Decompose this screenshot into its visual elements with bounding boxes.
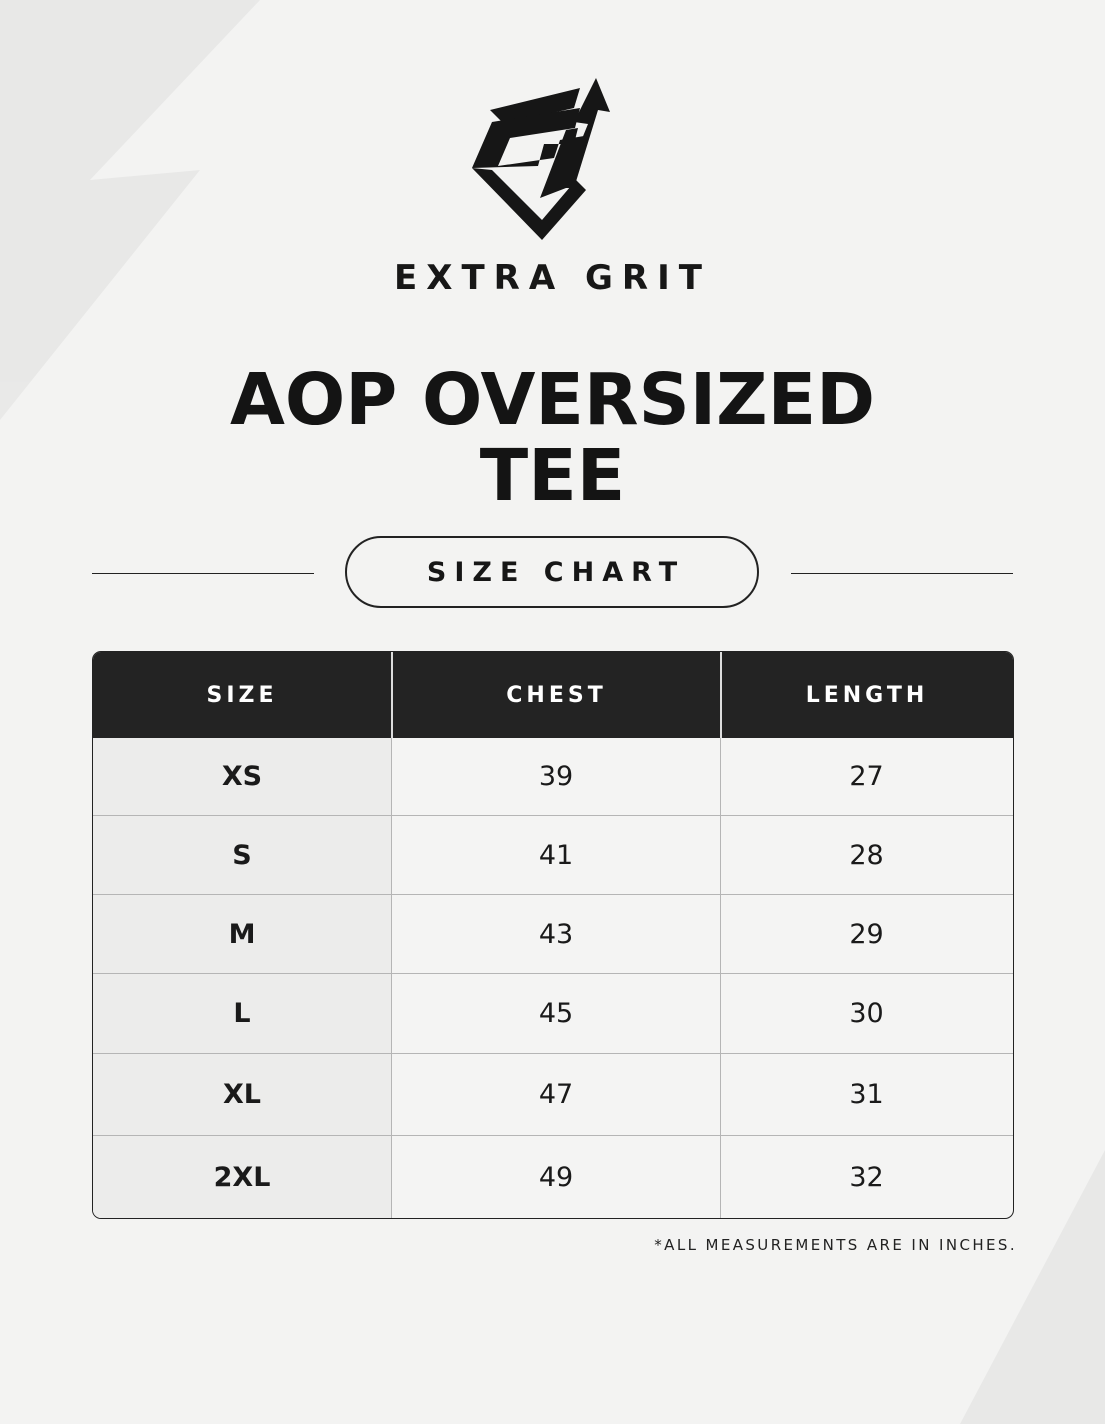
extra-grit-logo-icon bbox=[462, 70, 624, 245]
table-row bbox=[93, 1135, 1013, 1218]
cell-chest: 47 bbox=[391, 1054, 720, 1135]
table-body bbox=[93, 738, 1013, 1218]
divider-right bbox=[791, 573, 1013, 574]
product-title-line2: TEE bbox=[479, 434, 626, 517]
table-row bbox=[93, 894, 1013, 973]
header-chest: CHEST bbox=[391, 652, 720, 738]
cell-chest: 49 bbox=[391, 1136, 720, 1218]
measurement-footnote: *ALL MEASUREMENTS ARE IN INCHES. bbox=[654, 1236, 1017, 1254]
brand-name: EXTRA GRIT bbox=[394, 258, 711, 298]
size-table bbox=[92, 651, 1014, 1219]
cell-chest: 45 bbox=[391, 974, 720, 1053]
cell-size: S bbox=[93, 816, 391, 894]
divider-left bbox=[92, 573, 314, 574]
cell-length: 28 bbox=[720, 816, 1012, 894]
cell-chest: 43 bbox=[391, 895, 720, 973]
cell-size: M bbox=[93, 895, 391, 973]
cell-length: 27 bbox=[720, 738, 1012, 815]
header-size: SIZE bbox=[206, 682, 278, 708]
table-row bbox=[93, 738, 1013, 815]
cell-chest: 39 bbox=[391, 738, 720, 815]
cell-length: 29 bbox=[720, 895, 1012, 973]
cell-length: 32 bbox=[720, 1136, 1012, 1218]
cell-length: 31 bbox=[720, 1054, 1012, 1135]
table-header bbox=[93, 652, 1013, 738]
cell-length: 30 bbox=[720, 974, 1012, 1053]
header-length: LENGTH bbox=[720, 652, 1012, 738]
product-title-line1: AOP OVERSIZED bbox=[229, 358, 876, 441]
table-row bbox=[93, 973, 1013, 1053]
cell-size: XL bbox=[93, 1054, 391, 1135]
cell-size: 2XL bbox=[93, 1136, 391, 1218]
product-title bbox=[0, 358, 1105, 517]
cell-chest: 41 bbox=[391, 816, 720, 894]
cell-size: L bbox=[93, 974, 391, 1053]
cell-size: XS bbox=[93, 738, 391, 815]
table-row bbox=[93, 815, 1013, 894]
size-chart-badge: SIZE CHART bbox=[345, 536, 759, 608]
table-row bbox=[93, 1053, 1013, 1135]
